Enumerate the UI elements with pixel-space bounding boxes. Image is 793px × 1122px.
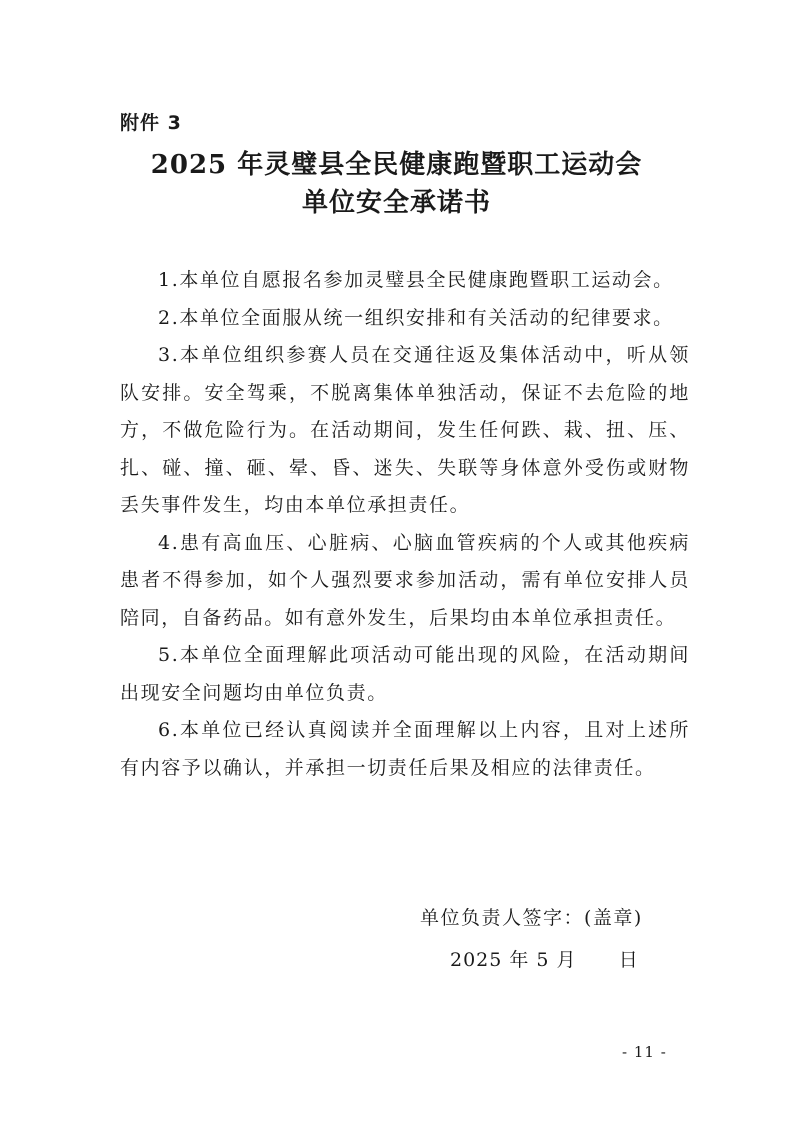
- clause-3: 3.本单位组织参赛人员在交通往返及集体活动中，听从领队安排。安全驾乘，不脱离集体单独活动，保证不去危险的地方，不做危险行为。在活动期间，发生任何跌、栽、扭、压、扎、碰、撞、砸、晕、昏、迷失、失联等身体意外受伤或财物丢失事件发生，均由本单位承担责任。: [120, 344, 690, 516]
- page-number: - 11 -: [622, 1043, 667, 1061]
- clause-4: 4.患有高血压、心脏病、心脑血管疾病的个人或其他疾病患者不得参加，如个人强烈要求参加活动，需有单位安排人员陪同，自备药品。如有意外发生，后果均由本单位承担责任。: [120, 531, 690, 629]
- date-line: 2025 年 5 月 日: [450, 949, 639, 971]
- clause-6: 6.本单位已经认真阅读并全面理解以上内容，且对上述所有内容予以确认，并承担一切责任后果及相应的法律责任。: [120, 719, 690, 779]
- signature-line: 单位负责人签字：(盖章): [420, 907, 643, 929]
- commitment-body: [120, 262, 690, 787]
- clause-1: 1.本单位自愿报名参加灵璧县全民健康跑暨职工运动会。: [158, 269, 674, 291]
- clause-2: 2.本单位全面服从统一组织安排和有关活动的纪律要求。: [158, 306, 674, 329]
- document-subtitle: 单位安全承诺书: [301, 188, 491, 218]
- attachment-label: 附件 3: [120, 112, 182, 134]
- document-title: 2025 年灵璧县全民健康跑暨职工运动会: [150, 150, 643, 180]
- clause-5: 5.本单位全面理解此项活动可能出现的风险，在活动期间出现安全问题均由单位负责。: [120, 644, 690, 704]
